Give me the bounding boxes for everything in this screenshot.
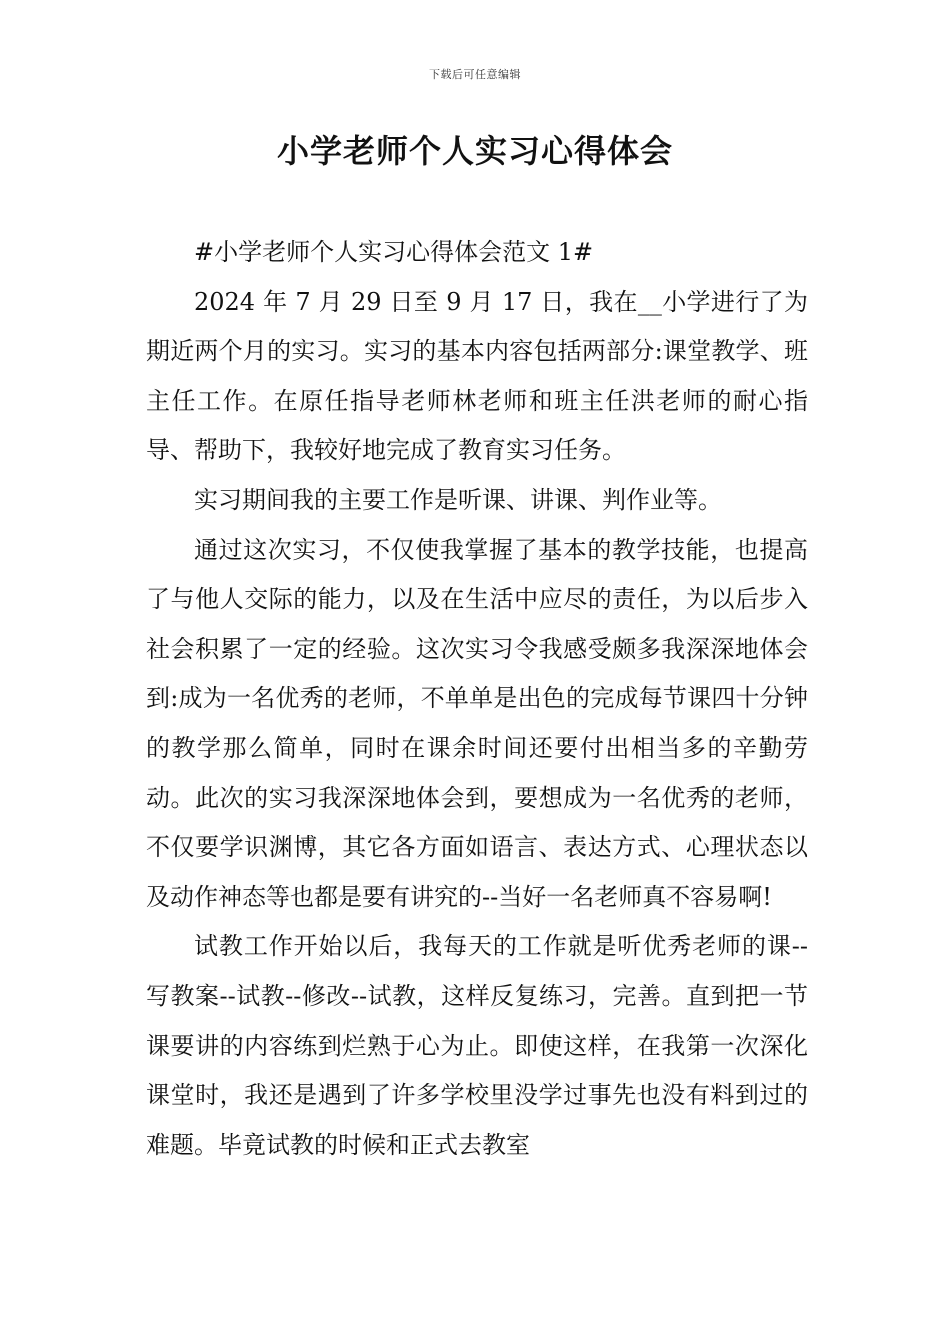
- paragraph-2: 实习期间我的主要工作是听课、讲课、判作业等。: [194, 485, 722, 514]
- paragraph-4: 试教工作开始以后，我每天的工作就是听优秀老师的课--写教案--试教--修改--试教，这样反复练习，完善。直到把一节课要讲的内容练到烂熟于心为止。即使这样，在我第一次深化课堂时，我还是遇到了许多学校里没学过事先也没有料到过的难题。毕竟试教的时候和正式去教室: [146, 932, 808, 1159]
- paragraph-3: 通过这次实习，不仅使我掌握了基本的教学技能，也提高了与他人交际的能力，以及在生活中应尽的责任，为以后步入社会积累了一定的经验。这次实习令我感受颇多我深深地体会到:成为一名优秀的老师，不单单是出色的完成每节课四十分钟的教学那么简单，同时在课余时间还要付出相当多的辛勤劳动。此次的实习我深深地体会到，要想成为一名优秀的老师，不仅要学识渊博，其它各方面如语言、表达方式、心理状态以及动作神态等也都是要有讲究的--当好一名老师真不容易啊!: [146, 535, 808, 911]
- paragraph-1: 2024 年 7 月 29 日至 9 月 17 日，我在__小学进行了为期近两个月的实习。实习的基本内容包括两部分:课堂教学、班主任工作。在原任指导老师林老师和班主任洪老师的耐心指导、帮助下，我较好地完成了教育实习任务。: [146, 287, 808, 465]
- document-title: 小学老师个人实习心得体会: [276, 132, 673, 170]
- document-body: [146, 228, 808, 1170]
- header-note: 下载后可任意编辑: [429, 68, 521, 81]
- section-subheading: #小学老师个人实习心得体会范文 1#: [194, 238, 594, 266]
